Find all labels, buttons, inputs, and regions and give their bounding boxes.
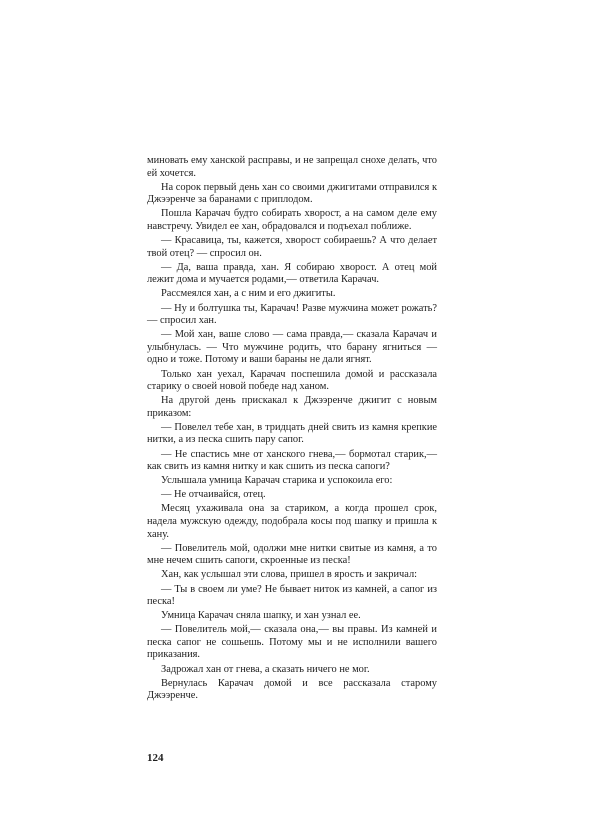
paragraph: Месяц ухаживала она за стариком, а когда прошел срок, надела мужскую одежду, подобрала косы под шапку и пришла к хану. — [147, 503, 437, 540]
paragraph: Только хан уехал, Карачач поспешила домой и рассказала старику о своей новой победе над ханом. — [147, 368, 437, 393]
paragraph: Рассмеялся хан, а с ним и его джигиты. — [161, 288, 336, 300]
paragraph: — Ну и болтушка ты, Карачач! Разве мужчина может рожать?— спросил хан. — [147, 302, 437, 327]
paragraph: Задрожал хан от гнева, а сказать ничего не мог. — [161, 663, 370, 675]
paragraph: — Да, ваша правда, хан. Я собираю хворост. А отец мой лежит дома и мучается родами,— ответила Карачач. — [147, 261, 437, 286]
body-text — [147, 155, 437, 704]
paragraph: Услышала умница Карачач старика и успокоила его: — [161, 475, 393, 487]
paragraph: — Не отчаивайся, отец. — [161, 489, 266, 501]
paragraph: — Не спастись мне от ханского гнева,— бормотал старик,— как свить из камня нитку и как сшить из песка сапоги? — [147, 448, 437, 473]
paragraph: — Повелитель мой, одолжи мне нитки свитые из камня, а то мне нечем сшить сапоги, скроенные из песка! — [147, 542, 437, 567]
paragraph: — Повелел тебе хан, в тридцать дней свить из камня крепкие нитки, а из песка сшить пару сапог. — [147, 421, 437, 446]
paragraph: На другой день прискакал к Джээренче джигит с новым приказом: — [147, 395, 437, 419]
paragraph: — Повелитель мой,— сказала она,— вы правы. Из камней и песка сапог не сошьешь. Потому мы и не исполнили вашего приказания. — [147, 624, 437, 661]
paragraph: — Красавица, ты, кажется, хворост собираешь? А что делает твой отец? — спросил он. — [147, 235, 437, 259]
page-number: 124 — [147, 752, 164, 764]
paragraph: Пошла Карачач будто собирать хворост, а на самом деле ему навстречу. Увидел ее хан, обрадовался и подъехал поближе. — [147, 208, 437, 232]
paragraph: миновать ему ханской расправы, и не запрещал снохе делать, что ей хочется. — [147, 155, 437, 179]
paragraph: Хан, как услышал эти слова, пришел в ярость и закричал: — [161, 569, 418, 581]
paragraph: — Ты в своем ли уме? Не бывает ниток из камней, а сапог из песка! — [147, 583, 437, 608]
paragraph: Вернулась Карачач домой и все рассказала старому Джээренче. — [147, 677, 437, 702]
paragraph: На сорок первый день хан со своими джигитами отправился к Джээренче за баранами с приплодом. — [147, 181, 437, 206]
paragraph: Умница Карачач сняла шапку, и хан узнал ее. — [161, 610, 361, 622]
paragraph: — Мой хан, ваше слово — сама правда,— сказала Карачач и улыбнулась. — Что мужчине родить, что барану ягниться — одно и тоже. Потому и ваши бараны не дали ягнят. — [147, 329, 437, 366]
